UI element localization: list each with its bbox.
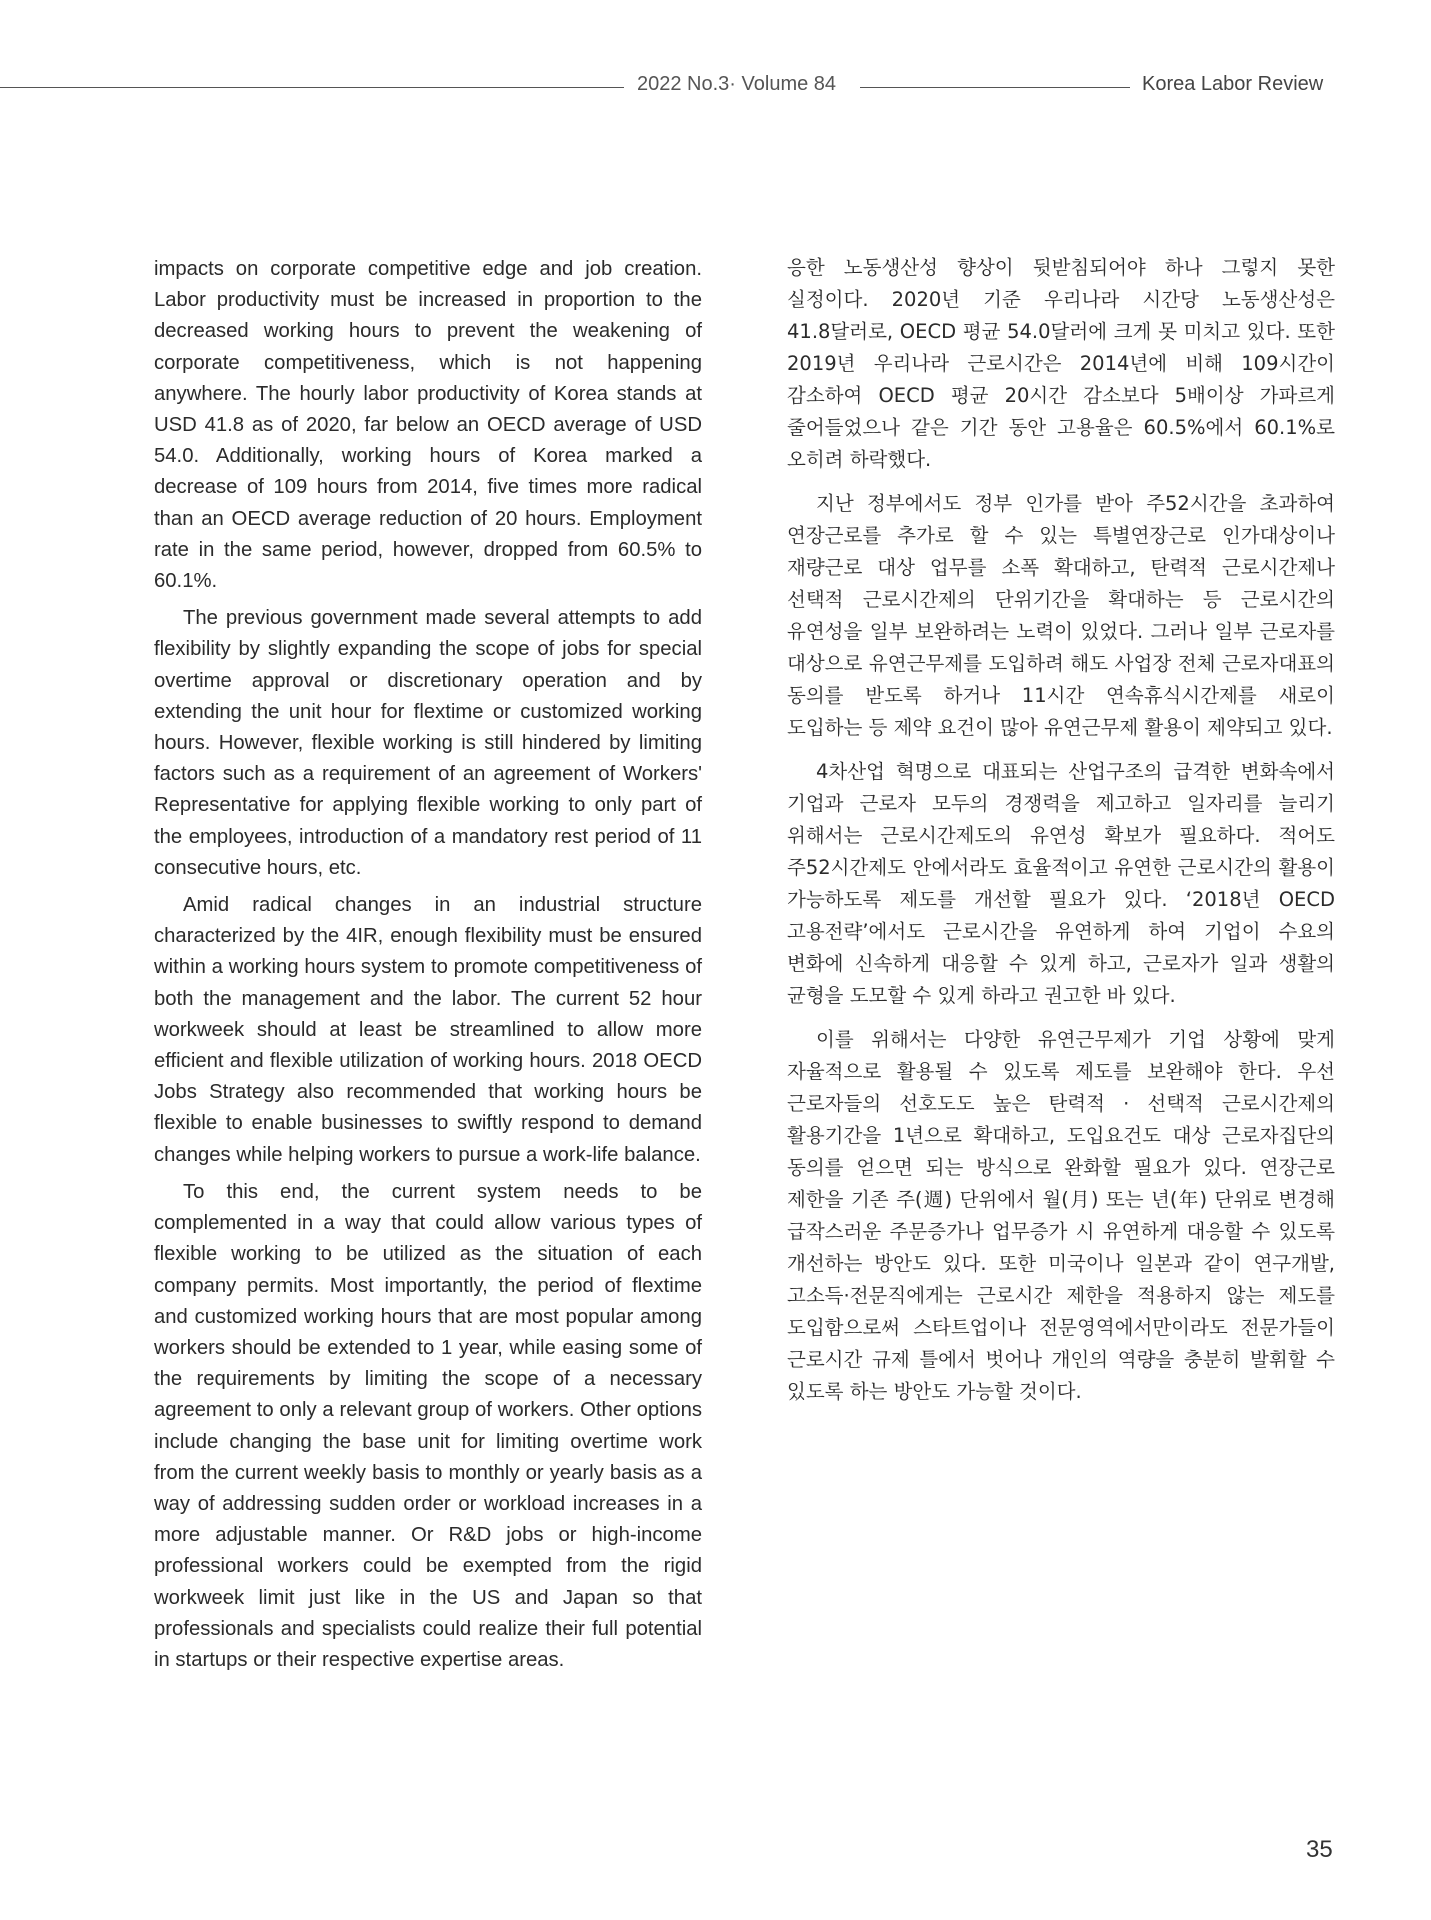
english-column (154, 254, 702, 1676)
header-rule-left (0, 87, 624, 88)
korean-paragraph-1: 응한 노동생산성 향상이 뒷받침되어야 하나 그렇지 못한 실정이다. 2020년 기준 우리나라 시간당 노동생산성은 41.8달러로, OECD 평균 54.0달러에 크게 못 미치고 있다. 또한 2019년 우리나라 근로시간은 2014년에 비해 109시간이 감소하여 OECD 평균 20시간 감소보다 5배이상 가파르게 줄어들었으나 같은 기간 동안 고용율은 60.5%에서 60.1%로 오히려 하락했다. (787, 256, 1335, 471)
english-paragraph-4: To this end, the current system needs to be complemented in a way that could allow various types of flexible working to be utilized as the situation of each company permits. Most importantly, the period of flextime and customized working hours that are most popular among workers should be extended to 1 year, while easing some of the requirements by limiting the scope of a necessary agreement to only a relevant group of workers. Other options include changing the base unit for limiting overtime work from the current weekly basis to monthly or yearly basis as a way of addressing sudden order or workload increases in a more adjustable manner. Or R&D jobs or high-income professional workers could be exempted from the rigid workweek limit just like in the US and Japan so that professionals and specialists could realize their full potential in startups or their respective expertise areas. (154, 1180, 702, 1671)
english-paragraph-2: The previous government made several attempts to add flexibility by slightly expanding the scope of jobs for special overtime approval or discretionary operation and by extending the unit hour for flextime or customized working hours. However, flexible working is still hindered by limiting factors such as a requirement of an agreement of Workers' Representative for applying flexible working to only part of the employees, introduction of a mandatory rest period of 11 consecutive hours, etc. (154, 607, 702, 879)
journal-title: Korea Labor Review (1142, 73, 1324, 95)
running-header (0, 0, 1431, 120)
korean-paragraph-2: 지난 정부에서도 정부 인가를 받아 주52시간을 초과하여 연장근로를 추가로 할 수 있는 특별연장근로 인가대상이나 재량근로 대상 업무를 소폭 확대하고, 탄력적 근로시간제나 선택적 근로시간제의 단위기간을 확대하는 등 근로시간의 유연성을 일부 보완하려는 노력이 있었다. 그러나 일부 근로자를 대상으로 유연근무제를 도입하려 해도 사업장 전체 근로자대표의 동의를 받도록 하거나 11시간 연속휴식시간제를 새로이 도입하는 등 제약 요건이 많아 유연근무제 활용이 제약되고 있다. (787, 492, 1335, 739)
korean-paragraph-4: 이를 위해서는 다양한 유연근무제가 기업 상황에 맞게 자율적으로 활용될 수 있도록 제도를 보완해야 한다. 우선 근로자들의 선호도도 높은 탄력적 · 선택적 근로시간제의 활용기간을 1년으로 확대하고, 도입요건도 대상 근로자집단의 동의를 얻으면 되는 방식으로 완화할 필요가 있다. 연장근로 제한을 기존 주(週) 단위에서 월(月) 또는 년(年) 단위로 변경해 급작스러운 주문증가나 업무증가 시 유연하게 대응할 수 있도록 개선하는 방안도 있다. 또한 미국이나 일본과 같이 연구개발, 고소득·전문직에게는 근로시간 제한을 적용하지 않는 제도를 도입함으로써 스타트업이나 전문영역에서만이라도 전문가들이 근로시간 규제 틀에서 벗어나 개인의 역량을 충분히 발휘할 수 있도록 하는 방안도 가능할 것이다. (787, 1028, 1335, 1403)
english-paragraph-3: Amid radical changes in an industrial structure characterized by the 4IR, enough flexibility must be ensured within a working hours system to promote competitiveness of both the management and the labor. The current 52 hour workweek should at least be streamlined to allow more efficient and flexible utilization of working hours. 2018 OECD Jobs Strategy also recommended that working hours be flexible to enable businesses to swiftly respond to demand changes while helping workers to pursue a work-life balance. (154, 894, 702, 1166)
issue-label: 2022 No.3· Volume 84 (637, 73, 837, 95)
english-paragraph-1: impacts on corporate competitive edge and job creation. Labor productivity must be increased in proportion to the decreased working hours to prevent the weakening of corporate competitiveness, which is not happening anywhere. The hourly labor productivity of Korea stands at USD 41.8 as of 2020, far below an OECD average of USD 54.0. Additionally, working hours of Korea marked a decrease of 109 hours from 2014, five times more radical than an OECD average reduction of 20 hours. Employment rate in the same period, however, dropped from 60.5% to 60.1%. (154, 258, 702, 593)
header-rule-right (860, 87, 1130, 88)
page-number: 35 (1306, 1836, 1333, 1863)
korean-column (787, 252, 1335, 1408)
korean-paragraph-3: 4차산업 혁명으로 대표되는 산업구조의 급격한 변화속에서 기업과 근로자 모두의 경쟁력을 제고하고 일자리를 늘리기 위해서는 근로시간제도의 유연성 확보가 필요하다. 적어도 주52시간제도 안에서라도 효율적이고 유연한 근로시간의 활용이 가능하도록 제도를 개선할 필요가 있다. ‘2018년 OECD 고용전략’에서도 근로시간을 유연하게 하여 기업이 수요의 변화에 신속하게 대응할 수 있게 하고, 근로자가 일과 생활의 균형을 도모할 수 있게 하라고 권고한 바 있다. (787, 760, 1335, 1007)
